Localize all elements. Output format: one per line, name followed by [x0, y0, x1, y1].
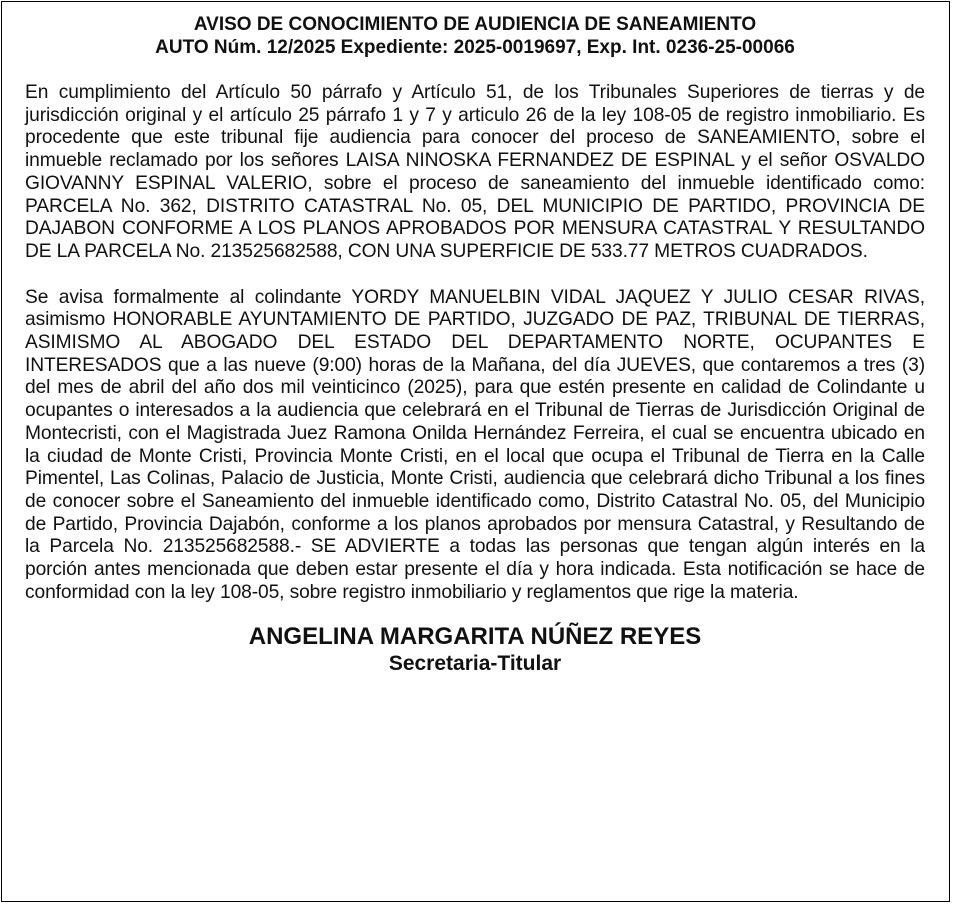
- notice-paragraph-2: Se avisa formalmente al colindante YORDY MANUELBIN VIDAL JAQUEZ Y JULIO CESAR RIVAS, asimismo HONORABLE AYUNTAMIENTO DE PARTIDO, JUZGADO DE PAZ, TRIBUNAL DE TIERRAS, ASIMISMO AL ABOGADO DEL ESTADO DEL DEPARTAMENTO NORTE, OCUPANTES E INTERESADOS que a las nueve (9:00) horas de la Mañana, del día JUEVES, que contaremos a tres (3) del mes de abril del año dos mil veinticinco (2025), para que estén presente en calidad de Colindante u ocupantes o interesados a la audiencia que celebrará en el Tribunal de Tierras de Jurisdicción Original de Montecristi, con el Magistrada Juez Ramona Onilda Hernández Ferreira, el cual se encuentra ubicado en la ciudad de Monte Cristi, Provincia Monte Cristi, en el local que ocupa el Tribunal de Tierra en la Calle Pimentel, Las Colinas, Palacio de Justicia, Monte Cristi, audiencia que celebrará dicho Tribunal a los fines de conocer sobre el Saneamiento del inmueble identificado como, Distrito Catastral No. 05, del Municipio de Partido, Provincia Dajabón, conforme a los planos aprobados por mensura Catastral, y Resultando de la Parcela No. 213525682588.- SE ADVIERTE a todas las personas que tengan algún interés en la porción antes mencionada que deben estar presente el día y hora indicada. Esta notificación se hace de conformidad con la ley 108-05, sobre registro inmobiliario y reglamentos que rige la materia.: [25, 286, 925, 603]
- notice-subtitle: AUTO Núm. 12/2025 Expediente: 2025-0019697, Exp. Int. 0236-25-00066: [155, 37, 795, 58]
- notice-title: AVISO DE CONOCIMIENTO DE AUDIENCIA DE SANEAMIENTO: [193, 14, 757, 35]
- notice-paragraph-1: En cumplimiento del Artículo 50 párrafo y Artículo 51, de los Tribunales Superiores de tierras y de jurisdicción original y el artículo 25 párrafo 1 y 7 y articulo 26 de la ley 108-05 de registro inmobiliario. Es procedente que este tribunal fije audiencia para conocer del proceso de SANEAMIENTO, sobre el inmueble reclamado por los señores LAISA NINOSKA FERNANDEZ DE ESPINAL y el señor OSVALDO GIOVANNY ESPINAL VALERIO, sobre el proceso de saneamiento del inmueble identificado como: PARCELA No. 362, DISTRITO CATASTRAL No. 05, DEL MUNICIPIO DE PARTIDO, PROVINCIA DE DAJABON CONFORME A LOS PLANOS APROBADOS POR MENSURA CATASTRAL Y RESULTANDO DE LA PARCELA No. 213525682588, CON UNA SUPERFICIE DE 533.77 METROS CUADRADOS.: [25, 82, 925, 262]
- notice-content: [25, 13, 925, 676]
- signatory-name: ANGELINA MARGARITA NÚÑEZ REYES: [248, 623, 702, 651]
- signature-block: [25, 623, 925, 676]
- notice-heading: [25, 13, 925, 59]
- signatory-title: Secretaria-Titular: [388, 652, 562, 676]
